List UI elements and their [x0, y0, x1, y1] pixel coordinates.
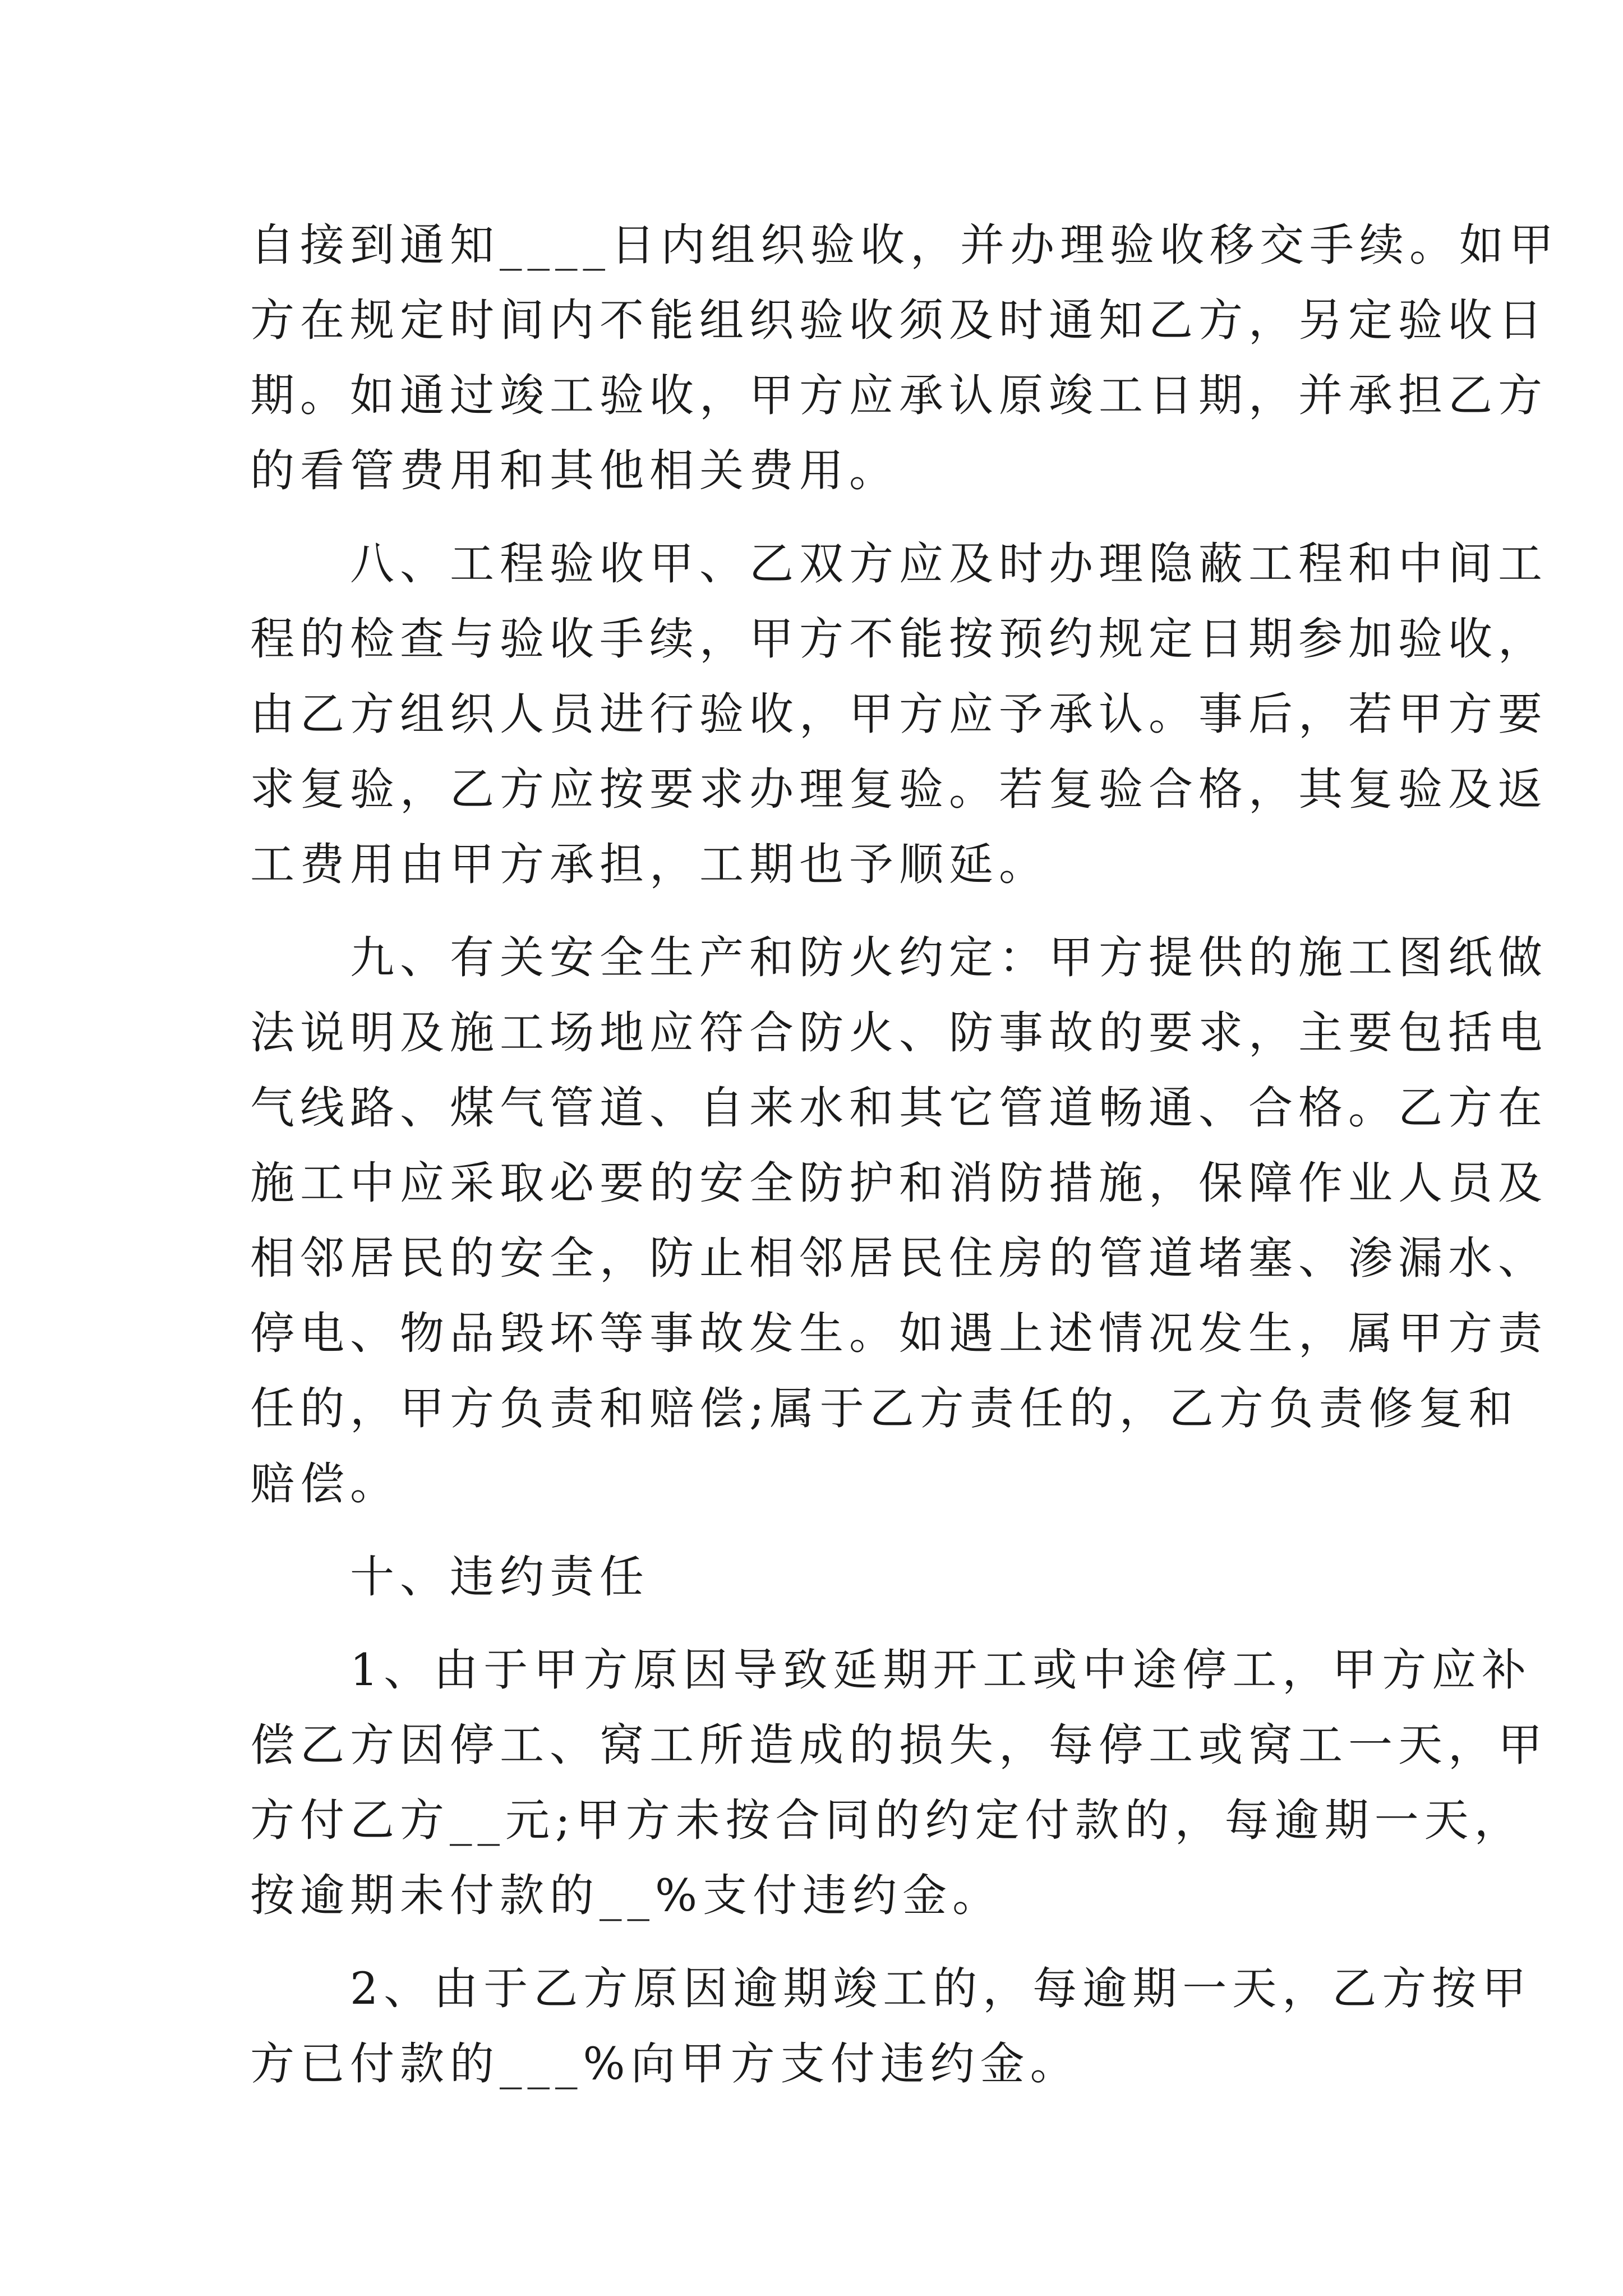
text-line: 工费用由甲方承担，工期也予顺延。 — [250, 839, 1049, 890]
text-line: 法说明及施工场地应符合防火、防事故的要求，主要包括电 — [250, 1007, 1548, 1059]
text-line: 按逾期未付款的__%支付违约金。 — [250, 1870, 1003, 1921]
text-line: 八、工程验收甲、乙双方应及时办理隐蔽工程和中间工 — [250, 538, 1548, 590]
paragraph-gap — [250, 1614, 1389, 1632]
text-line: 的看管费用和其他相关费用。 — [250, 445, 899, 496]
document-body — [250, 208, 1559, 2101]
text-line: 方已付款的___%向甲方支付违约金。 — [250, 2038, 1080, 2090]
text-line: 停电、物品毁坏等事故发生。如遇上述情况发生，属甲方责 — [250, 1308, 1548, 1359]
text-line: 求复验，乙方应按要求办理复验。若复验合格，其复验及返 — [250, 763, 1548, 815]
text-line: 偿乙方因停工、窝工所造成的损失，每停工或窝工一天，甲 — [250, 1719, 1548, 1771]
text-line: 施工中应采取必要的安全防护和消防措施，保障作业人员及 — [250, 1157, 1548, 1209]
text-line: 赔偿。 — [250, 1458, 400, 1510]
text-line: 气线路、煤气管道、自来水和其它管道畅通、合格。乙方在 — [250, 1082, 1548, 1134]
paragraph-gap — [250, 1933, 1389, 1951]
paragraph-gap — [250, 1521, 1389, 1539]
text-line: 期。如通过竣工验收，甲方应承认原竣工日期，并承担乙方 — [250, 370, 1548, 421]
text-line: 程的检查与验收手续，甲方不能按预约规定日期参加验收， — [250, 613, 1548, 665]
text-line: 2、由于乙方原因逾期竣工的，每逾期一天，乙方按甲 — [250, 1963, 1532, 2014]
text-line: 任的，甲方负责和赔偿;属于乙方责任的，乙方负责修复和 — [250, 1383, 1519, 1434]
text-line: 十、违约责任 — [250, 1551, 649, 1603]
text-line: 方在规定时间内不能组织验收须及时通知乙方，另定验收日 — [250, 295, 1548, 346]
paragraph-gap — [250, 508, 1389, 526]
text-line: 1、由于甲方原因导致延期开工或中途停工，甲方应补 — [250, 1644, 1532, 1696]
text-line: 自接到通知____日内组织验收，并办理验收移交手续。如甲 — [250, 219, 1559, 271]
text-line: 方付乙方__元;甲方未按合同的约定付款的，每逾期一天， — [250, 1795, 1524, 1846]
text-line: 由乙方组织人员进行验收，甲方应予承认。事后，若甲方要 — [250, 688, 1548, 740]
paragraph-gap — [250, 902, 1389, 920]
text-line: 相邻居民的安全，防止相邻居民住房的管道堵塞、渗漏水、 — [250, 1232, 1548, 1284]
text-line: 九、有关安全生产和防火约定：甲方提供的施工图纸做 — [250, 932, 1548, 983]
